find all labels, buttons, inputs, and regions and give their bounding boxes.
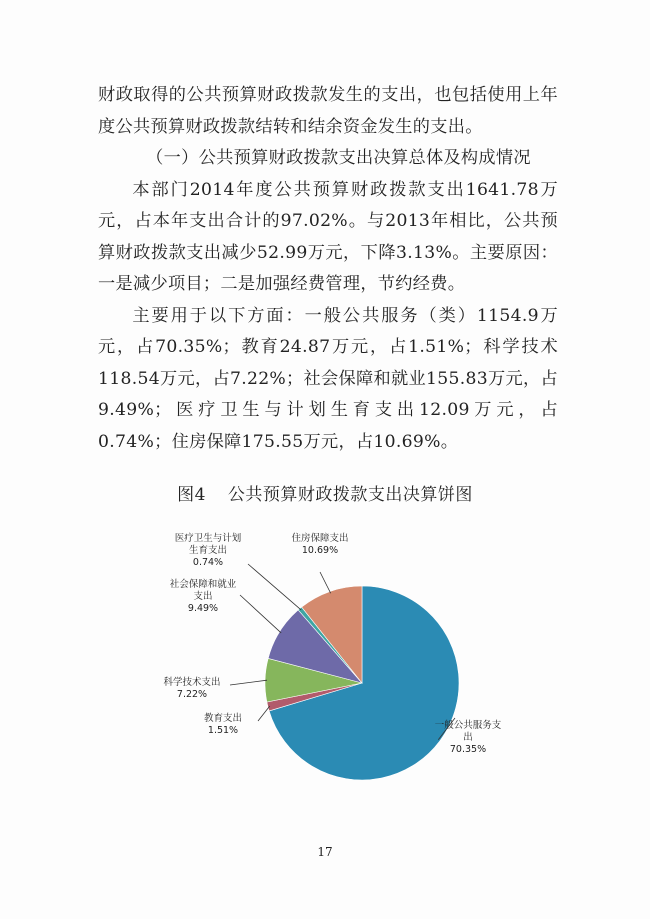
leader-line (240, 595, 281, 633)
pie-chart (130, 520, 550, 780)
slice-percent: 1.51% (207, 725, 239, 736)
figure-caption (0, 480, 650, 505)
slice-name: 生育支出 (188, 545, 228, 556)
paragraph-continuation: 财政取得的公共预算财政拨款发生的支出，也包括使用上年度公共预算财政拨款结转和结余资金发生的支出。 (98, 85, 558, 137)
paragraph-breakdown: 主要用于以下方面：一般公共服务（类）1154.9万元，占70.35%；教育24.87万元，占1.51%；科学技术118.54万元，占7.22%；社会保障和就业155.83万元，占9.49%；医疗卫生与计划生育支出12.09万元，占0.74%；住房保障175.55万元，占10.69%。 (98, 305, 558, 452)
page-number: 17 (317, 845, 333, 859)
slice-name: 一般公共服务支 (434, 720, 502, 731)
slice-label (163, 676, 220, 700)
slice-label (170, 578, 237, 614)
section-heading: （一）公共预算财政拨款支出决算总体及构成情况 (146, 148, 531, 168)
slice-percent: 9.49% (187, 603, 219, 614)
slice-label (175, 532, 242, 568)
slice-percent: 0.74% (192, 557, 224, 568)
slice-name: 住房保障支出 (291, 533, 349, 544)
slice-percent: 7.22% (176, 689, 208, 700)
slice-name: 社会保障和就业 (169, 579, 237, 590)
leader-line (230, 680, 267, 685)
slice-name: 教育支出 (203, 713, 243, 724)
slice-name: 科学技术支出 (163, 677, 221, 688)
figure-title: 公共预算财政拨款支出决算饼图 (227, 485, 473, 505)
leader-line (258, 706, 270, 721)
slice-label (435, 719, 502, 755)
slice-name: 出 (463, 732, 473, 743)
body-text (98, 80, 558, 458)
leader-line (320, 572, 331, 593)
slice-name: 支出 (193, 591, 213, 602)
paragraph-summary: 本部门2014年度公共预算财政拨款支出1641.78万元，占本年支出合计的97.02%。与2013年相比，公共预算财政拨款支出减少52.99万元，下降3.13%。主要原因：一是减少项目；二是加强经费管理，节约经费。 (98, 179, 558, 294)
slice-percent: 10.69% (301, 545, 339, 556)
slice-label (204, 712, 242, 736)
figure-number: 图4 (177, 485, 206, 505)
leader-line (248, 564, 301, 610)
slice-name: 医疗卫生与计划 (174, 533, 242, 544)
slice-percent: 70.35% (449, 744, 487, 755)
slice-label (291, 532, 348, 556)
